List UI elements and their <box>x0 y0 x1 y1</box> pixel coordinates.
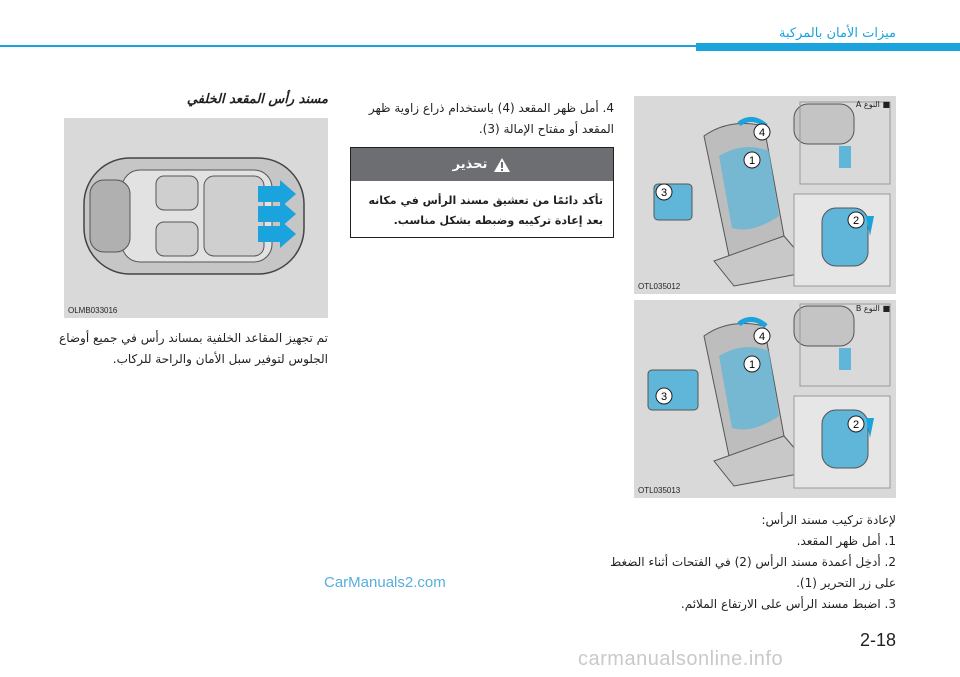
warning-text: تأكد دائمًا من تعشيق مسند الرأس في مكانه بعد إعادة تركيبه وضبطه بشكل مناسب. <box>368 194 603 227</box>
callout-3-label: 3 <box>660 187 668 199</box>
seat-illustration-a <box>634 96 896 294</box>
callout-1-label: 1 <box>748 359 756 371</box>
figure-car-top-view <box>64 118 328 318</box>
rear-headrest-description: تم تجهيز المقاعد الخلفية بمساند رأس في جميع أوضاع الجلوس لتوفير سبل الأمان والراحة للركاب. <box>59 331 328 366</box>
running-header: ميزات الأمان بالمركبة <box>779 26 896 41</box>
car-illustration <box>64 118 328 318</box>
page-number: 2-18 <box>859 630 896 650</box>
figure-code-car: OLMB033016 <box>68 306 118 315</box>
seat-illustration-b <box>634 300 896 498</box>
figure-code-a: OTL035012 <box>638 282 681 291</box>
callout-2-label: 2 <box>852 215 860 227</box>
callout-4-label: 4 <box>758 127 766 139</box>
watermark-link[interactable]: CarManuals2.com <box>324 574 446 591</box>
reinstall-step-3: 3. اضبط مسند الرأس على الارتفاع الملائم. <box>680 597 896 611</box>
warning-title: تحذير <box>452 157 488 172</box>
warning-triangle-icon <box>493 157 511 173</box>
warning-box <box>350 147 614 238</box>
reinstall-step-1: 1. أمل ظهر المقعد. <box>796 534 896 548</box>
figure-code-b: OTL035013 <box>638 486 681 495</box>
warning-header <box>351 148 613 181</box>
callout-3-label: 3 <box>660 391 668 403</box>
figure-type-a <box>634 96 896 294</box>
reinstall-instructions <box>596 510 896 615</box>
header-rule <box>0 45 696 47</box>
type-b-label: ■ النوع B <box>855 304 890 313</box>
type-a-label: ■ النوع A <box>855 100 890 109</box>
reinstall-heading: لإعادة تركيب مسند الرأس: <box>761 513 896 527</box>
step-4-text: 4. أمل ظهر المقعد (4) باستخدام ذراع زاوية ظهر المقعد أو مفتاح الإمالة (3). <box>368 101 614 136</box>
header-accent-bar <box>696 43 960 51</box>
section-title-rear-headrest: مسند رأس المقعد الخلفي <box>186 92 328 107</box>
callout-2-label: 2 <box>852 419 860 431</box>
callout-4-label: 4 <box>758 331 766 343</box>
callout-1-label: 1 <box>748 155 756 167</box>
figure-type-b <box>634 300 896 498</box>
reinstall-step-2: 2. أدخِل أعمدة مسند الرأس (2) في الفتحات أثناء الضغط على زر التحرير (1). <box>610 555 896 590</box>
footer-watermark: carmanualsonline.info <box>578 648 784 670</box>
